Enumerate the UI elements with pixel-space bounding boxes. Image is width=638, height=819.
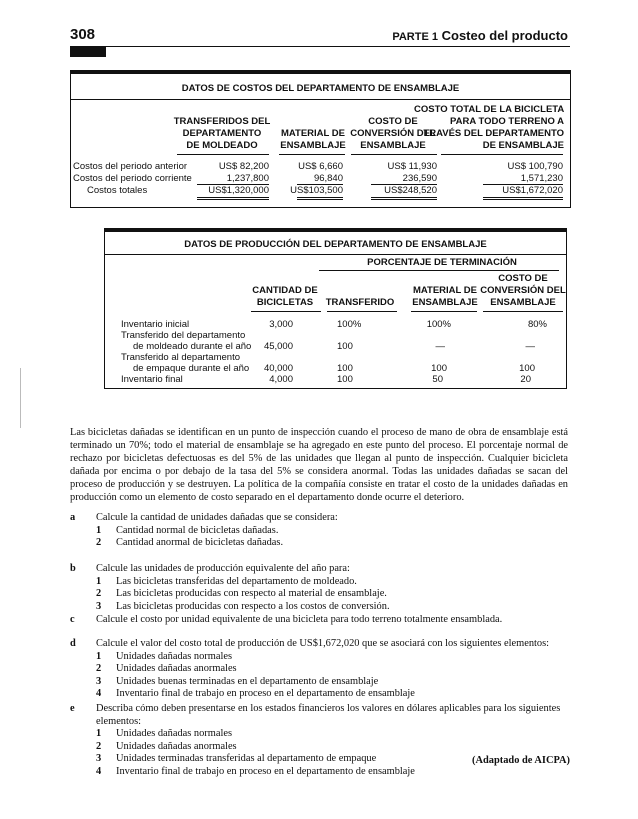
cell-value: 100% <box>426 319 451 330</box>
question-letter: a <box>70 512 76 523</box>
col-head-quantity: CANTIDAD DE BICICLETAS <box>252 285 318 308</box>
header-block <box>70 46 106 57</box>
cell-value: — <box>435 341 445 352</box>
page-number: 308 <box>70 26 96 43</box>
title-rule <box>71 99 570 100</box>
cell-value: — <box>525 341 535 352</box>
cell-value: US$ 100,790 <box>507 161 563 172</box>
cell-value: 4,000 <box>269 374 293 385</box>
question-e <box>70 703 570 778</box>
question-letter: e <box>70 703 75 714</box>
total-double-line <box>197 197 269 198</box>
header-underline <box>411 311 477 312</box>
header-underline <box>177 154 269 155</box>
col-head-conversion: COSTO DE CONVERSIÓN DEL ENSAMBLAJE <box>480 273 566 308</box>
sum-line <box>297 184 343 185</box>
group-head: PORCENTAJE DE TERMINACIÓN <box>367 257 517 268</box>
question-stem: Describa cómo deben presentarse en los estados financieros los valores en dólares aplicables para los siguientes elementos: <box>96 703 561 727</box>
row-label: de moldeado durante el año <box>133 341 252 352</box>
cell-value: US$248,520 <box>384 185 437 196</box>
row-label: Inventario inicial <box>121 319 190 330</box>
question-stem: Calcule las unidades de producción equivalente del año para: <box>96 563 350 574</box>
col-head-transferred: TRANSFERIDO <box>325 297 395 308</box>
cell-value: 50 <box>432 374 443 385</box>
total-double-line <box>297 197 343 198</box>
cell-value: 236,590 <box>402 173 437 184</box>
sub-item: 1 Las bicicletas transferidas del departamento de moldeado. <box>96 575 357 587</box>
col-head-material: MATERIAL DE ENSAMBLAJE <box>280 128 346 151</box>
production-data-table <box>104 228 567 389</box>
header-underline <box>327 311 397 312</box>
question-stem: Calcule el valor del costo total de producción de US$1,672,020 que se asociará con los siguientes elementos: <box>96 638 550 649</box>
scan-margin-mark <box>20 368 21 428</box>
header-underline <box>251 311 321 312</box>
total-double-line <box>297 199 343 200</box>
cell-value: 1,571,230 <box>520 173 563 184</box>
question-d <box>70 638 570 701</box>
row-label: Transferido del departamento <box>121 330 246 341</box>
cell-value: 100 <box>431 363 447 374</box>
title-rule <box>105 254 566 255</box>
cell-value: US$1,320,000 <box>208 185 269 196</box>
source-credit: (Adaptado de AICPA) <box>472 755 570 766</box>
part-label: PARTE 1 <box>392 31 438 43</box>
sub-item: 4 Inventario final de trabajo en proceso en el departamento de ensamblaje <box>96 688 415 699</box>
sub-item: 1 Unidades dañadas normales <box>96 650 232 662</box>
question-b <box>70 563 570 613</box>
row-label: Costos del periodo anterior <box>73 161 188 172</box>
question-letter: b <box>70 563 76 574</box>
cell-value: US$103,500 <box>290 185 343 196</box>
row-label: Costos totales <box>87 185 148 196</box>
col-head-total: COSTO TOTAL DE LA BICICLETA PARA TODO TERRENO A TRAVÉS DEL DEPARTAMENTO DE ENSAMBLAJE <box>414 104 565 151</box>
problem-description: Las bicicletas dañadas se identifican en un punto de inspección cuando el proceso de mano de obra de ensamblaje está terminado un 70%; todo el material de ensamblaje se ha agregado en este punto del proceso. El porcentaje normal de rechazo por bicicletas defectuosas es del 5% de las unidades que llegan al punto de inspección. Cualquier bicicleta dañada por encima o por debajo de la tasa del 5% se considera anormal. Todas las unidades dañadas se sacan del proceso de producción y se destruyen. La política de la compañía consiste en tratar el costo de la unidades dañadas en producción como un elemento de costo separado en el departamento donde ocurre el deterioro. <box>70 427 568 503</box>
cell-value: 100 <box>519 363 535 374</box>
sub-item: 3 Unidades terminadas transferidas al departamento de empaque <box>96 753 377 764</box>
sub-item: 2 Las bicicletas producidas con respecto al material de ensamblaje. <box>96 588 387 599</box>
cell-value: US$ 82,200 <box>218 161 269 172</box>
row-label: Inventario final <box>121 374 183 385</box>
row-label: de empaque durante el año <box>133 363 250 374</box>
col-head-conversion: COSTO DE CONVERSIÓN DEL ENSAMBLAJE <box>350 116 436 151</box>
total-double-line <box>483 197 563 198</box>
header-rule <box>70 46 570 47</box>
sub-item: 3 Unidades buenas terminadas en el departamento de ensamblaje <box>96 675 379 687</box>
cell-value: US$ 6,660 <box>298 161 343 172</box>
sub-item: 2 Unidades dañadas anormales <box>96 663 237 674</box>
header-underline <box>279 154 345 155</box>
col-head-transferred: TRANSFERIDOS DEL DEPARTAMENTO DE MOLDEADO <box>173 116 271 151</box>
cell-value: 3,000 <box>269 319 293 330</box>
question-letter: c <box>70 614 75 625</box>
question-stem: Calcule el costo por unidad equivalente de una bicicleta para todo terreno totalmente ensamblada. <box>96 614 503 625</box>
running-head <box>392 28 568 43</box>
cell-value: 1,237,800 <box>226 173 269 184</box>
cost-data-table <box>70 70 571 208</box>
table-top-bar <box>71 70 570 74</box>
question-c <box>70 614 570 627</box>
sum-line <box>197 184 269 185</box>
question-a <box>70 512 570 550</box>
cell-value: 100% <box>337 319 362 330</box>
header-underline <box>441 154 563 155</box>
question-letter: d <box>70 638 76 649</box>
sum-line <box>371 184 437 185</box>
total-double-line <box>371 199 437 200</box>
question-stem: Calcule la cantidad de unidades dañadas que se considera: <box>96 512 338 523</box>
group-head-rule <box>319 270 559 271</box>
cell-value: 40,000 <box>263 363 293 374</box>
sub-item: 3 Las bicicletas producidas con respecto a los costos de conversión. <box>96 600 390 612</box>
sub-item: 2 Unidades dañadas anormales <box>96 740 237 752</box>
header-underline <box>483 311 563 312</box>
sub-item: 1 Unidades dañadas normales <box>96 728 232 739</box>
cell-value: 45,000 <box>263 341 293 352</box>
table-top-bar <box>105 228 566 232</box>
col-head-material: MATERIAL DE ENSAMBLAJE <box>412 285 478 308</box>
cost-table-title: DATOS DE COSTOS DEL DEPARTAMENTO DE ENSAMBLAJE <box>181 83 460 94</box>
sub-item: 4 Inventario final de trabajo en proceso en el departamento de ensamblaje <box>96 765 415 777</box>
sum-line <box>483 184 563 185</box>
cell-value: US$1,672,020 <box>502 185 563 196</box>
part-title: Costeo del producto <box>441 28 568 43</box>
production-table-title: DATOS DE PRODUCCIÓN DEL DEPARTAMENTO DE ENSAMBLAJE <box>184 239 487 250</box>
cell-value: 100 <box>337 374 353 385</box>
cell-value: 80% <box>527 319 547 330</box>
total-double-line <box>483 199 563 200</box>
cell-value: 20 <box>520 374 531 385</box>
cell-value: 96,840 <box>313 173 343 184</box>
total-double-line <box>197 199 269 200</box>
sub-item: 2 Cantidad anormal de bicicletas dañadas. <box>96 537 284 548</box>
cell-value: 100 <box>337 341 353 352</box>
cell-value: US$ 11,930 <box>387 161 437 172</box>
row-label: Transferido al departamento <box>121 352 240 363</box>
row-label: Costos del periodo corriente <box>73 173 192 184</box>
header-underline <box>351 154 437 155</box>
sub-item: 1 Cantidad normal de bicicletas dañadas. <box>96 524 279 536</box>
cell-value: 100 <box>337 363 353 374</box>
total-double-line <box>371 197 437 198</box>
